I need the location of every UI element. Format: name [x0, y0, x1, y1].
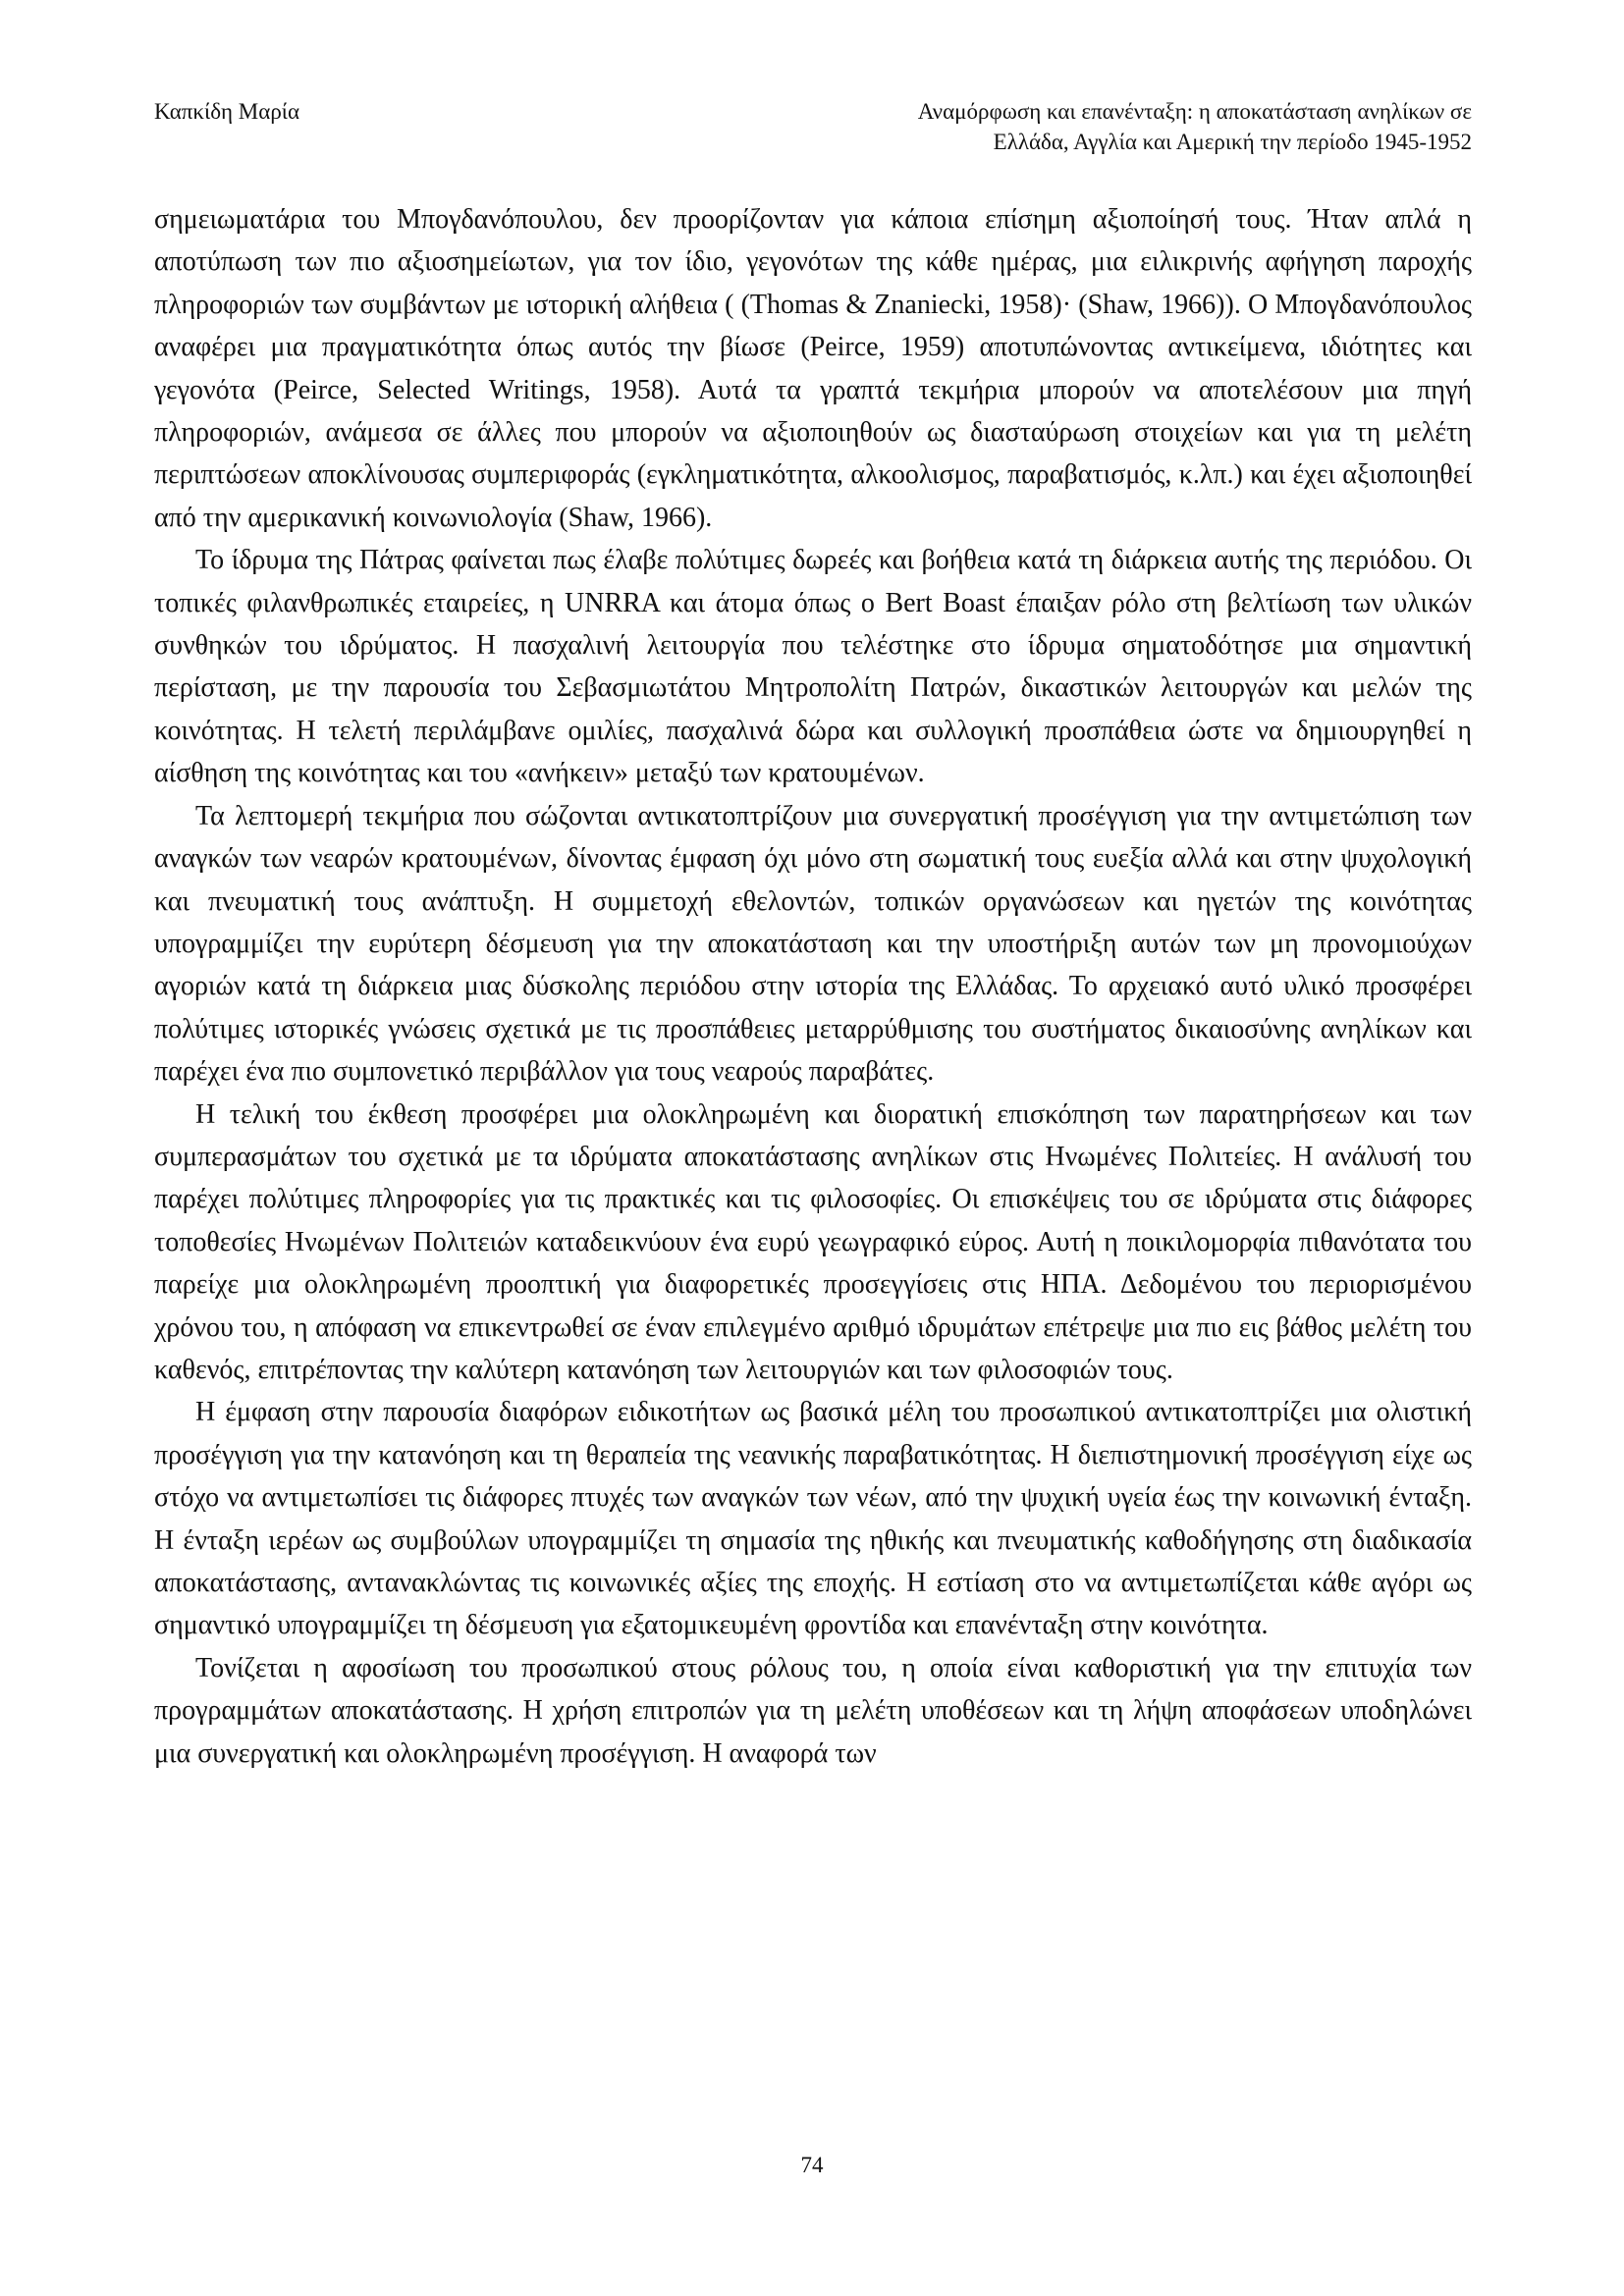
paragraph: Η έμφαση στην παρουσία διαφόρων ειδικοτήτων ως βασικά μέλη του προσωπικού αντικατοπτρίζει μια ολιστική προσέγγιση για την κατανόηση και τη θεραπεία της νεανικής παραβατικότητας. Η διεπιστημονική προσέγγιση είχε ως στόχο να αντιμετωπίσει τις διάφορες πτυχές των αναγκών των νέων, από την ψυχική υγεία έως την κοινωνική ένταξη. Η ένταξη ιερέων ως συμβούλων υπογραμμίζει τη σημασία της ηθικής και πνευματικής καθοδήγησης στη διαδικασία αποκατάστασης, αντανακλώντας τις κοινωνικές αξίες της εποχής. Η εστίαση στο να αντιμετωπίζεται κάθε αγόρι ως σημαντικό υπογραμμίζει τη δέσμευση για εξατομικευμένη φροντίδα και επανένταξη στην κοινότητα.	[154, 1397, 1472, 1641]
running-header-title-line-2: Ελλάδα, Αγγλία και Αμερική την περίοδο 1945-1952	[993, 130, 1472, 154]
paragraph: Το ίδρυμα της Πάτρας φαίνεται πως έλαβε πολύτιμες δωρεές και βοήθεια κατά τη διάρκεια αυτής της περιόδου. Οι τοπικές φιλανθρωπικές εταιρείες, η UNRRA και άτομα όπως ο Bert Boast έπαιξαν ρόλο στη βελτίωση των υλικών συνθηκών του ιδρύματος. Η πασχαλινή λειτουργία που τελέστηκε στο ίδρυμα σηματοδότησε μια σημαντική περίσταση, με την παρουσία του Σεβασμιωτάτου Μητροπολίτη Πατρών, δικαστικών λειτουργών και μελών της κοινότητας. Η τελετή περιλάμβανε ομιλίες, πασχαλινά δώρα και συλλογική προσπάθεια ώστε να δημιουργηθεί η αίσθηση της κοινότητας και του «ανήκειν» μεταξύ των κρατουμένων.	[154, 545, 1472, 789]
paragraph: Η τελική του έκθεση προσφέρει μια ολοκληρωμένη και διορατική επισκόπηση των παρατηρήσεων και των συμπερασμάτων του σχετικά με τα ιδρύματα αποκατάστασης ανηλίκων στις Ηνωμένες Πολιτείες. Η ανάλυσή του παρέχει πολύτιμες πληροφορίες για τις πρακτικές και τις φιλοσοφίες. Οι επισκέψεις του σε ιδρύματα στις διάφορες τοποθεσίες Ηνωμένων Πολιτειών καταδεικνύουν ένα ευρύ γεωγραφικό εύρος. Αυτή η ποικιλομορφία πιθανότατα του παρείχε μια ολοκληρωμένη προοπτική για διαφορετικές προσεγγίσεις στις ΗΠΑ. Δεδομένου του περιορισμένου χρόνου του, η απόφαση να επικεντρωθεί σε έναν επιλεγμένο αριθμό ιδρυμάτων επέτρεψε μια πιο εις βάθος μελέτη του καθενός, επιτρέποντας την καλύτερη κατανόηση των λειτουργιών και των φιλοσοφιών τους.	[154, 1098, 1472, 1385]
running-header-title	[667, 96, 1472, 157]
page-number: 74	[800, 2153, 824, 2177]
paragraph: Τονίζεται η αφοσίωση του προσωπικού στους ρόλους του, η οποία είναι καθοριστική για την επιτυχία των προγραμμάτων αποκατάστασης. Η χρήση επιτροπών για τη μελέτη υποθέσεων και τη λήψη αποφάσεων υποδηλώνει μια συνεργατική και ολοκληρωμένη προσέγγιση. Η αναφορά των	[154, 1652, 1472, 1769]
body-text	[154, 198, 1472, 1775]
running-header-author: Καπκίδη Μαρία	[154, 99, 300, 124]
running-header-title-line-1: Αναμόρφωση και επανένταξη: η αποκατάσταση ανηλίκων σε	[917, 99, 1472, 124]
paragraph: σημειωματάρια του Μπογδανόπουλου, δεν προορίζονταν για κάποια επίσημη αξιοποίησή τους. Ήταν απλά η αποτύπωση των πιο αξιοσημείωτων, για τον ίδιο, γεγονότων της κάθε ημέρας, μια ειλικρινής αφήγηση παροχής πληροφοριών των συμβάντων με ιστορική αλήθεια ( (Thomas & Znaniecki, 1958)· (Shaw, 1966)). Ο Μπογδανόπουλος αναφέρει μια πραγματικότητα όπως αυτός την βίωσε (Peirce, 1959) αποτυπώνοντας αντικείμενα, ιδιότητες και γεγονότα (Peirce, Selected Writings, 1958). Αυτά τα γραπτά τεκμήρια μπορούν να αποτελέσουν μια πηγή πληροφοριών, ανάμεσα σε άλλες που μπορούν να αξιοποιηθούν ως διασταύρωση στοιχείων και για τη μελέτη περιπτώσεων αποκλίνουσας συμπεριφοράς (εγκληματικότητα, αλκοολισμος, παραβατισμός, κ.λπ.) και έχει αξιοποιηθεί από την αμερικανική κοινωνιολογία (Shaw, 1966).	[154, 204, 1472, 533]
paragraph: Τα λεπτομερή τεκμήρια που σώζονται αντικατοπτρίζουν μια συνεργατική προσέγγιση για την αντιμετώπιση των αναγκών των νεαρών κρατουμένων, δίνοντας έμφαση όχι μόνο στη σωματική τους ευεξία αλλά και στην ψυχολογική και πνευματική τους ανάπτυξη. Η συμμετοχή εθελοντών, τοπικών οργανώσεων και ηγετών της κοινότητας υπογραμμίζει την ευρύτερη δέσμευση για την αποκατάσταση και την υποστήριξη αυτών των μη προνομιούχων αγοριών κατά τη διάρκεια μιας δύσκολης περιόδου στην ιστορία της Ελλάδας. Το αρχειακό αυτό υλικό προσφέρει πολύτιμες ιστορικές γνώσεις σχετικά με τις προσπάθειες μεταρρύθμισης του συστήματος δικαιοσύνης ανηλίκων και παρέχει ένα πιο συμπονετικό περιβάλλον για τους νεαρούς παραβάτες.	[154, 800, 1472, 1088]
